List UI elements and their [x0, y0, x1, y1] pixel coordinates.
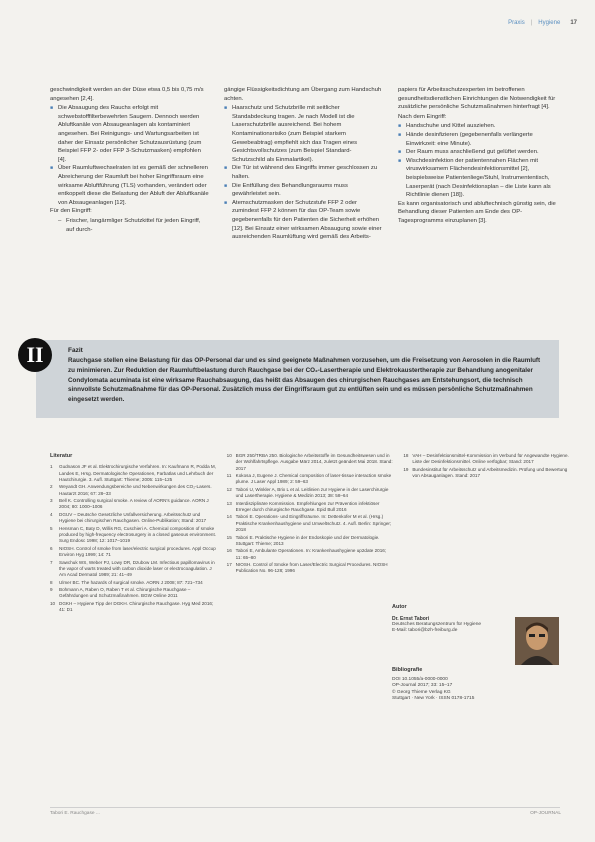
reference-item — [227, 453, 394, 472]
author-portrait-icon — [515, 617, 559, 665]
col1-bullet: ■ Die Absaugung des Rauchs erfolgt mit schwebstofffilterbewehrten Saugern. Dennoch werden Abluftkanäle von Absaugeanlagen als kontaminiert angesehen. Bei Reinigungs- und Wartungsarbeiten ist daher der Einsatz persönlicher Schutzausrüstung (zum Beispiel FFP 2- oder FFP 3-Schutzmasken) empfohlen [4]. — [50, 104, 210, 164]
reference-item — [227, 487, 394, 500]
reference-item — [50, 464, 217, 483]
reference-text: NIOSH. Control of smoke from laser/electric surgical procedures. Appl Occup Environ Hyg 1999; 14: 71 — [59, 545, 216, 558]
col1-bullets — [50, 104, 210, 207]
col2-lead: gängige Flüssigkeitsdichtung am Übergang zum Handschuh achten. — [224, 87, 382, 102]
bibliography-label: Bibliografie — [392, 667, 423, 673]
bibliography-line: DOI 10.1055/a-0000-0000 — [392, 677, 448, 682]
literature-title: Literatur — [50, 453, 73, 459]
reference-number: 16 — [226, 548, 232, 554]
column-1 — [50, 86, 210, 334]
reference-text: Bundesinstitut für Arbeitsschutz und Arbeitsmedizin. Prüfung und Bewertung von Absauganlagen. Stand: 2017 — [412, 466, 568, 479]
column-3 — [398, 86, 558, 334]
col1-subbullet: – Frischer, langärmliger Schutzkittel für jeden Eingriff, auf durch- — [50, 217, 210, 234]
reference-number: 18 — [403, 453, 409, 458]
reference-text: Bohmann A, Raben O, Raben T et al. Chirurgische Rauchgase – Gefährdungen und Schutzmaßnahmen. BGW Online 2011 — [59, 587, 191, 599]
reference-text: Kokosa J, Eugene J. Chemical composition of laser-tissue interaction smoke plume. J Laser Appl 1989; 2: 59–63 — [235, 473, 392, 485]
reference-text: BGR 250/TRBA 250. Biologische Arbeitsstoffe im Gesundheitswesen und in der Wohlfahrtspflege. Ausgabe März 2014, zuletzt geändert Mai 2018. Stand: 2017 — [235, 453, 393, 471]
page-header — [508, 20, 577, 26]
author-photo — [515, 617, 559, 665]
author-label: Autor — [392, 604, 407, 610]
reference-number: 8 — [50, 579, 53, 585]
author-affiliation: Deutsches Beratungszentrum für Hygiene — [392, 622, 482, 627]
col2-bullet: ■ Die Tür ist während des Eingriffs immer geschlossen zu halten. — [224, 164, 384, 181]
body-columns — [50, 86, 558, 334]
reference-number: 4 — [50, 511, 53, 517]
reference-number: 9 — [50, 587, 53, 593]
reference-item — [227, 501, 394, 514]
literature-column-2 — [227, 453, 394, 615]
reference-text: Tabori E. Praktische Hygiene in der Endoskopie und der Dermatologie. Stuttgart: Thieme; 2013 — [235, 534, 380, 546]
col2-bullet: ■ Haarschutz und Schutzbrille mit seitlicher Standabdeckung tragen. Je nach Modell ist die Laserschutzbrille ausreichend. Bei hohem Kontaminationsrisiko (zum Beispiel starkem Gewebeabtrag) empfiehlt sich das Tragen eines Gesichtsvollschutzes (zum Beispiel Standard-Schutzschild als Einmalartikel). — [224, 104, 384, 164]
reference-item — [50, 546, 217, 559]
literature-column-3 — [403, 453, 570, 615]
column-2 — [224, 86, 384, 334]
author-name: Dr. Ernst Tabori — [392, 616, 430, 622]
reference-number: 2 — [50, 484, 53, 490]
header-section: Praxis — [508, 20, 525, 26]
reference-number: 12 — [226, 486, 232, 492]
bibliography-box — [392, 667, 562, 703]
reference-text: Bell K. Controlling surgical smoke. A review of AORN's guidance. AORN J 2004; 80: 1000–1006 — [59, 498, 209, 510]
fazit-icon: II — [18, 338, 52, 372]
reference-text: Interdisziplinäre Kommission. Empfehlungen zur Prävention infektiöser Erreger durch chirurgische Rauchgase. Epid Bull 2016 — [235, 500, 380, 512]
reference-item — [50, 526, 217, 545]
fazit-title: Fazit — [68, 347, 83, 354]
reference-item — [50, 580, 217, 586]
reference-item — [50, 484, 217, 497]
reference-item — [50, 601, 217, 614]
col3-bullet: ■ Der Raum muss anschließend gut gelüftet werden. — [398, 148, 558, 157]
reference-number: 6 — [50, 545, 53, 551]
bibliography-line: © Georg Thieme Verlag KG — [392, 689, 451, 695]
footer-left: Tabori E. Rauchgase ... — [50, 811, 100, 816]
author-email: E-Mail: tabori@bzh-freiburg.de — [392, 628, 458, 634]
col3-bullets — [398, 122, 558, 199]
footer-right: OP-JOURNAL — [530, 811, 561, 816]
reference-number: 14 — [226, 514, 232, 520]
reference-item — [403, 467, 570, 480]
col3-bullet: ■ Handschuhe und Kittel ausziehen. — [398, 122, 558, 131]
footer-rule — [50, 807, 560, 808]
reference-item — [227, 535, 394, 548]
reference-text: Hensman C, Baty D, Willis RG, Cuschieri A. Chemical composition of smoke produced by high-frequency electrosurgery in a closed gaseous environment. Surg Endosc 1998; 12: 1017–1019 — [59, 525, 217, 544]
reference-item — [403, 453, 570, 466]
reference-text: DGUV – Deutsche Gesetzliche Unfallversicherung. Arbeitsschutz und Hygiene bei chirurgischen Rauchgasen. Online-Publikation; Stand: 2017 — [59, 511, 207, 524]
reference-number: 15 — [226, 534, 232, 540]
page-number: 17 — [570, 20, 577, 26]
reference-text: Tabori U, Winkler A, Brix L et al. Leitlinien zur Hygiene in der Laserchirurgie und Lasertherapie. Hygiene & Medizin 2013; 38: 58–64 — [235, 486, 389, 499]
reference-number: 11 — [226, 473, 232, 479]
reference-item — [50, 587, 217, 600]
reference-item — [50, 512, 217, 525]
reference-text: Ulmer BC. The hazards of surgical smoke. AORN J 2008; 87: 721–734 — [59, 579, 203, 585]
reference-number: 10 — [226, 453, 232, 458]
reference-number: 3 — [50, 498, 53, 504]
reference-item — [50, 498, 217, 511]
literature-section — [50, 453, 570, 615]
reference-text: Sawchuk WS, Weber PJ, Lowy DR, Dzubow LM. Infectious papillomavirus in the vapor of warts treated with carbon dioxide laser or electrocoagulation. J Am Acad Dermatol 1989; 21: 41–49 — [59, 559, 215, 578]
col1-tail: Für den Eingriff: — [50, 208, 92, 215]
reference-item — [227, 548, 394, 561]
col3-bullet: ■ Hände desinfizieren (gegebenenfalls verlängerte Einwirkzeit: eine Minute). — [398, 131, 558, 148]
col1-intro: geschwindigkeit werden an der Düse etwa 0,5 bis 0,75 m/s angesehen [2,4]. — [50, 87, 204, 102]
col2-bullet: ■ Die Entfüllung des Behandlungsraums muss gewährleistet sein. — [224, 182, 384, 199]
col1-bullet: ■ Über Raumluftwechselraten ist es gemäß der schnelleren Abreicherung der Raumluft bei hoher Eingriffsraum eine wirksame Abluftführung (TLS) vorhanden, verändert oder entkoppelt diese die Belastung der Abluft der Abluftkanäle von Absaugeanlagen [12]. — [50, 164, 210, 207]
col3-bullet: ■ Wischdesinfektion der patientennahen Flächen mit viruswirksamem Flächendesinfektionsmittel [2], beispielsweise Patientenliege/Stuhl, Instrumententisch, Laserperät (nach Desinfektionsplan – die Liste kann als Richtlinie dienen [18]). — [398, 157, 558, 200]
header-separator: | — [530, 20, 533, 26]
col3-tail1: Nach dem Eingriff: — [398, 113, 447, 120]
reference-number: 10 — [50, 600, 56, 606]
reference-number: 1 — [50, 464, 53, 470]
literature-column-1 — [50, 453, 217, 615]
bibliography-line: Stuttgart · New York · ISSN 0178-1715 — [392, 696, 475, 702]
col2-bullets — [224, 104, 384, 242]
reference-text: VAH – Desinfektionsmittel-Kommission im Verbund für Angewandte Hygiene. Liste der Desinfektionsmittel. Online verfügbar; Stand: 2017 — [412, 453, 569, 465]
fazit-text: Rauchgase stellen eine Belastung für das OP-Personal dar und es sind geeignete Maßnahmen vorzusehen, um die Freisetzung von Aerosolen in die Raumluft zu minimieren. Zur Reduktion der Raumluftbelastung durch Rauchgase bei der CO₂-Lasertherapie und Elektrokaustertherapie zur Behandlung anogenitaler Condylomata acuminata ist eine wirksame Rauchabsaugung, das heißt das Absaugen des chirurgischen Rauchgases am Entstehungsort, die technisch sinnvollste Schutzmaßnahme für das OP-Personal. Zusätzlich muss der Eingriffsraum gut zu entlüften sein und es müssen persönliche Schutzmaßnahmen eingesetzt werden. — [68, 357, 541, 404]
reference-text: DGKH – Hygiene Tipp der DGKH. Chirurgische Rauchgase. Hyg Med 2016; 41: D1 — [59, 600, 214, 613]
reference-item — [227, 473, 394, 486]
header-topic: Hygiene — [538, 20, 561, 26]
reference-item — [50, 560, 217, 579]
reference-text: Tabori E, Ambulante Operationen. In: Krankenhaushygiene up2date 2016; 11: 65–80 — [235, 548, 387, 560]
reference-text: Tabori E. Operations- und Eingriffsräume. In: Dettenkofer M et al. (Hrsg.) Praktische Krankenhaushygiene und Umweltschutz. 4. Aufl. Berlin: Springer; 2018 — [235, 514, 392, 533]
reference-number: 5 — [50, 525, 53, 531]
col3-tail2: Es kann organisatorisch und abluftechnisch günstig sein, die Behandlung dieser Patienten am Ende des OP-Tagesprogramms einzuplanen [3]. — [398, 200, 556, 224]
reference-number: 17 — [226, 562, 232, 568]
col2-bullet: ■ Atemschutzmasken der Schutzstufe FFP 2 oder zumindest FFP 2 können für das OP-Team sowie gegebenenfalls für den Patienten die Sicherheit erhöhen [12]. Bei Einsatz einer wirksamen Absaugung sowie einer ausreichenden Raumlüftung wird gemäß des Arbeits- — [224, 199, 384, 242]
col1-subbullets — [50, 217, 210, 234]
reference-item — [227, 514, 394, 533]
reference-text: Weyandt GH. Anwendungsbereiche und Nebenwirkungen des CO₂-Lasers. Hautarzt 2016; 67: 28–33 — [59, 484, 212, 496]
reference-number: 7 — [50, 559, 53, 565]
col3-lead: papiers für Arbeitsschutzexperten im betroffenen gesundheitsdienstlichen Einrichtungen die Notwendigkeit für zusätzliche persönliche Schutzmaßnahmen hinterfragt [4]. — [398, 87, 556, 111]
reference-text: NIOSH. Control of Smoke from Laser/Electric Surgical Procedures. NIOSH Publication No. 96-128; 1996 — [235, 562, 388, 574]
reference-item — [227, 562, 394, 575]
reference-text: Gudnason JF et al. Elektrochirurgische Verfahren. In: Kaufmann R, Podda M, Landes E, Hrsg. Dermatologische Operationen, Farbatlas und Lehrbuch der Hautchirurgie. 3. Aufl. Stuttgart: Thieme; 2005: 115–125 — [59, 464, 217, 482]
reference-number: 13 — [226, 500, 232, 506]
reference-number: 19 — [403, 466, 409, 472]
bibliography-line: OP-Journal 2017; 33: 15–17 — [392, 683, 453, 689]
